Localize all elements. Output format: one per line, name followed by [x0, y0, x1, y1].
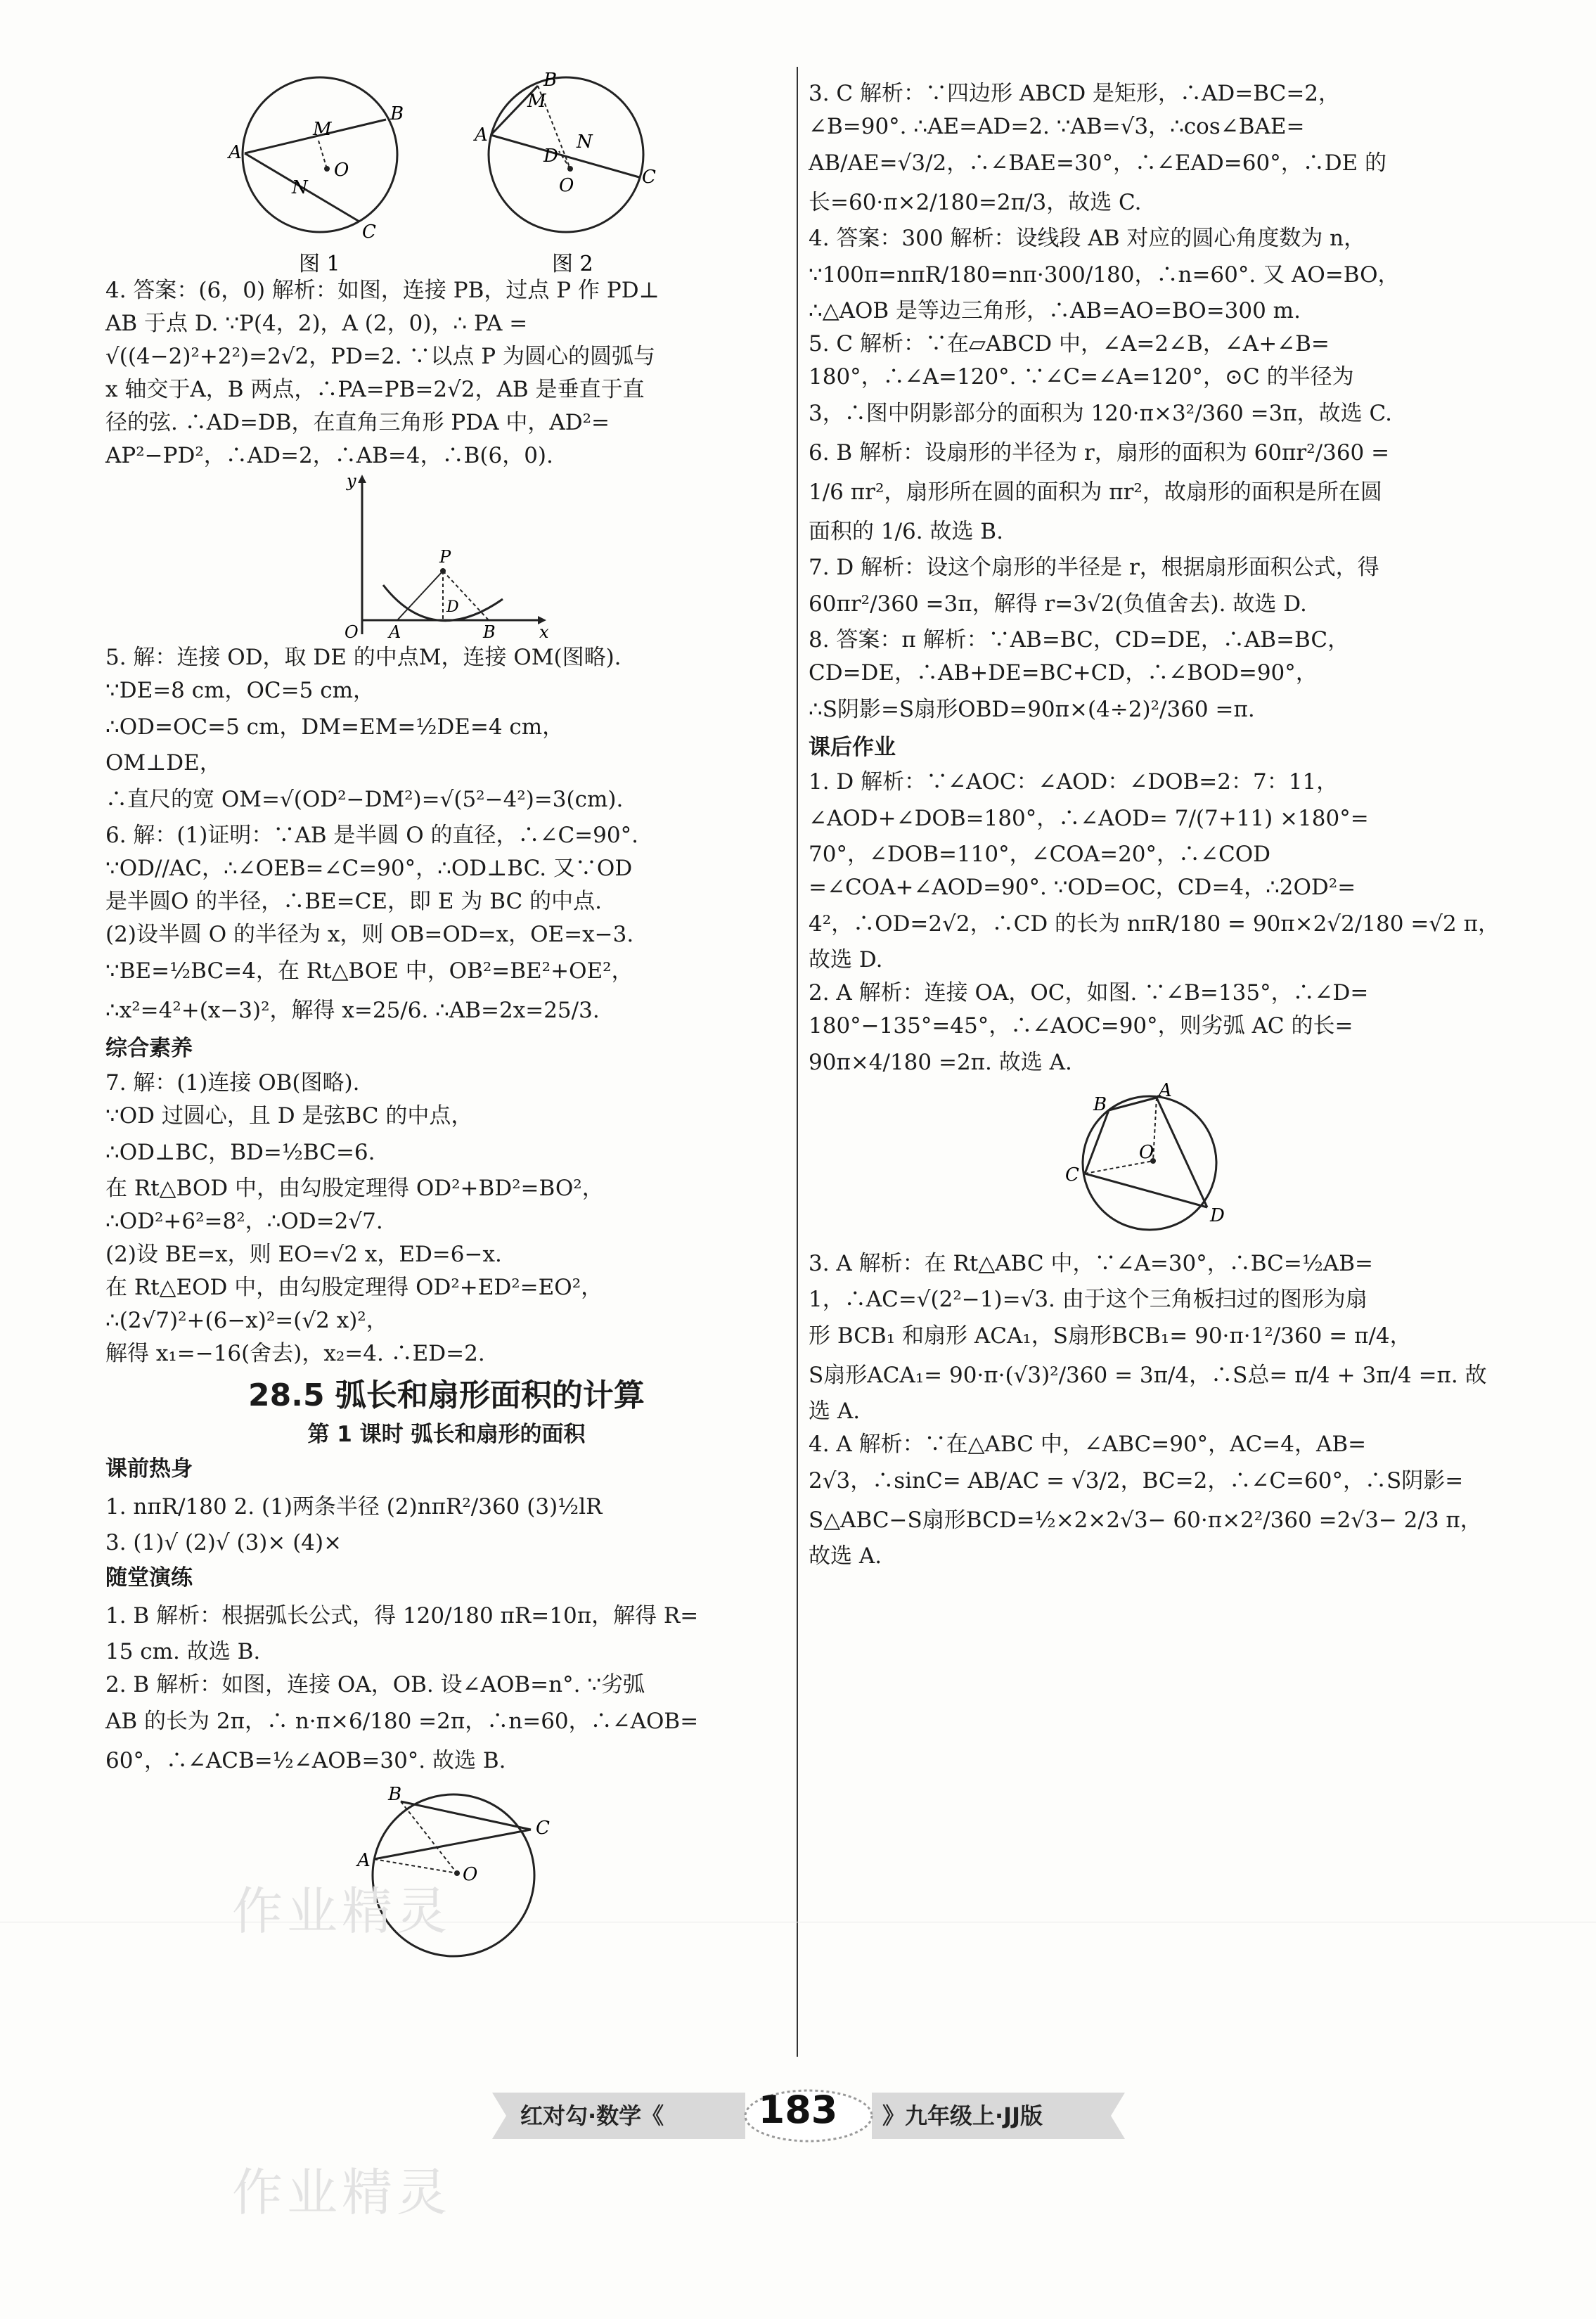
- footer-grade-edition: 》九年级上·JJ版: [882, 2102, 1043, 2129]
- text-line: 3. A 解析：在 Rt△ABC 中，∵∠A=30°，∴BC=½AB=: [809, 1251, 1374, 1276]
- text-line: 60πr²/360 =3π，解得 r=3√2(负值舍去). 故选 D.: [809, 591, 1307, 617]
- heading-comprehensive: 综合素养: [105, 1036, 193, 1061]
- circle-fig1: [243, 77, 397, 232]
- text-line: 在 Rt△EOD 中，由勾股定理得 OD²+ED²=EO²，: [105, 1275, 603, 1300]
- text-line: 选 A.: [809, 1399, 861, 1424]
- svg-text:P: P: [439, 547, 451, 567]
- text-line: ∴x²=4²+(x−3)²，解得 x=25/6. ∴AB=2x=25/3.: [105, 998, 600, 1023]
- svg-text:D: D: [543, 146, 558, 167]
- text-line: 8. 答案：π 解析：∵AB=BC，CD=DE，∴AB=BC，: [809, 627, 1350, 653]
- text-line: ∵OD 过圆心，且 D 是弦BC 的中点，: [105, 1103, 473, 1129]
- svg-text:A: A: [357, 1850, 371, 1871]
- text-line: 1/6 πr²，扇形所在圆的面积为 πr²，故扇形的面积是所在圆: [809, 480, 1382, 505]
- watermark: 作业精灵: [232, 1882, 452, 1941]
- text-line: AB/AE=√3/2，∴∠BAE=30°，∴∠EAD=60°，∴DE 的: [809, 150, 1387, 176]
- text-line: 1. D 解析：∵∠AOC：∠AOD：∠DOB=2：7：11，: [809, 769, 1339, 795]
- svg-text:A: A: [389, 622, 401, 641]
- svg-text:B: B: [390, 103, 404, 124]
- text-line: 3. C 解析：∵四边形 ABCD 是矩形，∴AD=BC=2，: [809, 81, 1341, 106]
- fig2-caption: 图 2: [552, 252, 593, 274]
- page-number: 183: [758, 2088, 838, 2132]
- text-line: AB 的长为 2π，∴ n·π×6/180 =2π，∴n=60，∴∠AOB=: [105, 1709, 699, 1734]
- svg-text:M: M: [313, 119, 332, 140]
- svg-text:C: C: [1065, 1164, 1079, 1186]
- text-line: ∴S阴影=S扇形OBD=90π×(4÷2)²/360 =π.: [809, 697, 1255, 722]
- text-line: 2. B 解析：如图，连接 OA，OB. 设∠AOB=n°. ∵劣弧: [105, 1672, 645, 1697]
- text-line: 5. 解：连接 OD，取 DE 的中点M，连接 OM(图略).: [105, 645, 622, 670]
- svg-text:O: O: [559, 175, 574, 196]
- answer-block-homework-1-2: [809, 766, 1500, 1082]
- text-line: 4²，∴OD=2√2，∴CD 的长为 nπR/180 = 90π×2√2/180 =√2 π，: [809, 911, 1500, 937]
- text-line: 解得 x₁=−16(舍去)，x₂=4. ∴ED=2.: [105, 1341, 485, 1366]
- svg-text:A: A: [229, 142, 242, 163]
- left-column: [105, 70, 787, 1963]
- text-line: AP²−PD²，∴AD=2，∴AB=4，∴B(6，0).: [105, 443, 553, 468]
- text-line: 90π×4/180 =2π. 故选 A.: [809, 1050, 1072, 1075]
- text-line: ∠AOD+∠DOB=180°，∴∠AOD= 7/(7+11) ×180°=: [809, 806, 1369, 831]
- svg-text:A: A: [1159, 1082, 1172, 1101]
- circle-fig2: [489, 77, 643, 232]
- text-line: 故选 A.: [809, 1543, 882, 1569]
- text-line: x 轴交于A，B 两点，∴PA=PB=2√2，AB 是垂直于直: [105, 377, 645, 402]
- text-line: 1，∴AC=√(2²−1)=√3. 由于这个三角板扫过的图形为扇: [809, 1287, 1367, 1312]
- right-column: [809, 77, 1500, 1573]
- text-line: 4. 答案：(6，0) 解析：如图，连接 PB，过点 P 作 PD⊥: [105, 278, 659, 303]
- footer-book-title: 红对勾·数学《: [520, 2102, 664, 2129]
- text-line: 2. A 解析：连接 OA，OC，如图. ∵∠B=135°，∴∠D=: [809, 980, 1369, 1006]
- text-line: 70°，∠DOB=110°，∠COA=20°，∴∠COD: [809, 842, 1270, 867]
- heading-warmup: 课前热身: [105, 1456, 193, 1482]
- text-line: ∠B=90°. ∴AE=AD=2. ∵AB=√3，∴cos∠BAE=: [809, 114, 1305, 139]
- text-line: 面积的 1/6. 故选 B.: [809, 519, 1003, 544]
- coordinate-figure: [334, 473, 559, 641]
- heading-inclass: 随堂演练: [105, 1565, 193, 1591]
- answer-block-5-6: [105, 641, 787, 1030]
- svg-text:O: O: [345, 622, 359, 641]
- text-line: 长=60·π×2/180=2π/3，故选 C.: [809, 190, 1142, 215]
- watermark: 作业精灵: [232, 2163, 452, 2222]
- text-line: 180°−135°=45°，∴∠AOC=90°，则劣弧 AC 的长=: [809, 1013, 1353, 1039]
- text-line: 径的弦. ∴AD=DB，在直角三角形 PDA 中，AD²=: [105, 410, 610, 435]
- column-divider: [797, 67, 798, 2057]
- fig1-caption: 图 1: [299, 252, 340, 274]
- text-line: ∴OD²+6²=8²，∴OD=2√7.: [105, 1209, 383, 1234]
- text-line: ∴OD=OC=5 cm，DM=EM=½DE=4 cm，: [105, 714, 565, 740]
- svg-text:B: B: [543, 70, 558, 91]
- text-line: 4. A 解析：∵在△ABC 中，∠ABC=90°，AC=4，AB=: [809, 1432, 1367, 1457]
- text-line: ∴△AOB 是等边三角形，∴AB=AO=BO=300 m.: [809, 298, 1301, 323]
- text-line: 6. 解：(1)证明：∵AB 是半圆 O 的直径，∴∠C=90°.: [105, 823, 638, 848]
- svg-text:O: O: [463, 1864, 478, 1885]
- answer-block-right-1: [809, 77, 1491, 729]
- svg-text:O: O: [334, 160, 349, 181]
- text-line: 3，∴图中阴影部分的面积为 120·π×3²/360 =3π，故选 C.: [809, 401, 1392, 426]
- text-line: 形 BCB₁ 和扇形 ACA₁，S扇形BCB₁= 90·π·1²/360 = π/4，: [809, 1323, 1412, 1349]
- circle-figures: [200, 70, 693, 274]
- text-line: 1. B 解析：根据弧长公式，得 120/180 πR=10π，解得 R=: [105, 1603, 699, 1629]
- svg-text:D: D: [1210, 1205, 1225, 1226]
- text-line: √((4−2)²+2²)=2√2，PD=2. ∵以点 P 为圆心的圆弧与: [105, 344, 655, 369]
- svg-text:B: B: [388, 1784, 402, 1805]
- text-line: ∵100π=nπR/180=nπ·300/180，∴n=60°. 又 AO=BO，: [809, 262, 1400, 288]
- text-line: ∴(2√7)²+(6−x)²=(√2 x)²，: [105, 1308, 388, 1333]
- text-line: 7. 解：(1)连接 OB(图略).: [105, 1070, 360, 1096]
- text-line: 7. D 解析：设这个扇形的半径是 r，根据扇形面积公式，得: [809, 555, 1379, 580]
- text-line: 6. B 解析：设扇形的半径为 r，扇形的面积为 60πr²/360 =: [809, 440, 1390, 465]
- svg-text:N: N: [577, 131, 593, 153]
- svg-text:O: O: [1139, 1142, 1154, 1163]
- text-line: 1. nπR/180 2. (1)两条半径 (2)nπR²/360 (3)½lR: [105, 1494, 603, 1520]
- section-subtitle: 第 1 课时 弧长和扇形的面积: [307, 1422, 586, 1447]
- text-line: 15 cm. 故选 B.: [105, 1639, 261, 1664]
- circle-figure-abcd: [1044, 1082, 1255, 1244]
- section-title: 28.5 弧长和扇形面积的计算: [248, 1377, 645, 1413]
- svg-text:y: y: [347, 473, 356, 491]
- text-line: ∴OD⊥BC，BD=½BC=6.: [105, 1140, 375, 1165]
- text-line: AB 于点 D. ∵P(4，2)，A (2，0)，∴ PA =: [105, 311, 528, 336]
- text-line: 故选 D.: [809, 947, 883, 972]
- text-line: 60°，∴∠ACB=½∠AOB=30°. 故选 B.: [105, 1748, 506, 1773]
- svg-text:M: M: [527, 91, 546, 112]
- svg-text:B: B: [1093, 1094, 1107, 1115]
- text-line: 4. 答案：300 解析：设线段 AB 对应的圆心角度数为 n，: [809, 226, 1366, 251]
- text-line: 180°，∴∠A=120°. ∵∠C=∠A=120°，⊙C 的半径为: [809, 364, 1354, 390]
- svg-text:D: D: [446, 598, 459, 616]
- answer-block-7: [105, 1067, 787, 1370]
- text-line: ∵BE=½BC=4，在 Rt△BOE 中，OB²=BE²+OE²，: [105, 958, 633, 984]
- svg-text:C: C: [536, 1818, 550, 1839]
- svg-text:x: x: [539, 622, 549, 641]
- text-line: S扇形ACA₁= 90·π·(√3)²/360 = 3π/4，∴S总= π/4 + 3π/4 =π. 故: [809, 1363, 1487, 1388]
- text-line: OM⊥DE，: [105, 750, 221, 776]
- svg-text:N: N: [292, 177, 308, 198]
- text-line: 在 Rt△BOD 中，由勾股定理得 OD²+BD²=BO²，: [105, 1176, 604, 1201]
- answer-block-4: [105, 274, 787, 473]
- text-line: ∵DE=8 cm，OC=5 cm，: [105, 678, 375, 703]
- text-line: ∵OD//AC，∴∠OEB=∠C=90°，∴OD⊥BC. 又∵OD: [105, 856, 633, 881]
- text-line: ∴直尺的宽 OM=√(OD²−DM²)=√(5²−4²)=3(cm).: [105, 787, 624, 812]
- svg-text:C: C: [642, 167, 656, 188]
- answer-block-homework-3-4: [809, 1244, 1491, 1573]
- text-line: CD=DE，∴AB+DE=BC+CD，∴∠BOD=90°，: [809, 660, 1318, 686]
- text-line: 5. C 解析：∵在▱ABCD 中，∠A=2∠B，∠A+∠B=: [809, 331, 1330, 356]
- svg-text:B: B: [483, 622, 496, 641]
- text-line: 2√3，∴sinC= AB/AC = √3/2，BC=2，∴∠C=60°，∴S阴影=: [809, 1468, 1464, 1493]
- answer-block-inclass: [105, 1596, 787, 1780]
- text-line: (2)设 BE=x，则 EO=√2 x，ED=6−x.: [105, 1242, 502, 1267]
- heading-homework: 课后作业: [809, 735, 896, 760]
- text-line: 是半圆O 的半径，∴BE=CE，即 E 为 BC 的中点.: [105, 889, 602, 914]
- text-line: S△ABC−S扇形BCD=½×2×2√3− 60·π×2²/360 =2√3− 2/3 π，: [809, 1508, 1482, 1533]
- text-line: =∠COA+∠AOD=90°. ∵OD=OC，CD=4，∴2OD²=: [809, 875, 1356, 900]
- svg-text:C: C: [362, 221, 376, 243]
- text-line: 3. (1)√ (2)√ (3)× (4)×: [105, 1530, 342, 1555]
- text-line: (2)设半圆 O 的半径为 x，则 OB=OD=x，OE=x−3.: [105, 922, 634, 947]
- svg-text:A: A: [475, 124, 488, 146]
